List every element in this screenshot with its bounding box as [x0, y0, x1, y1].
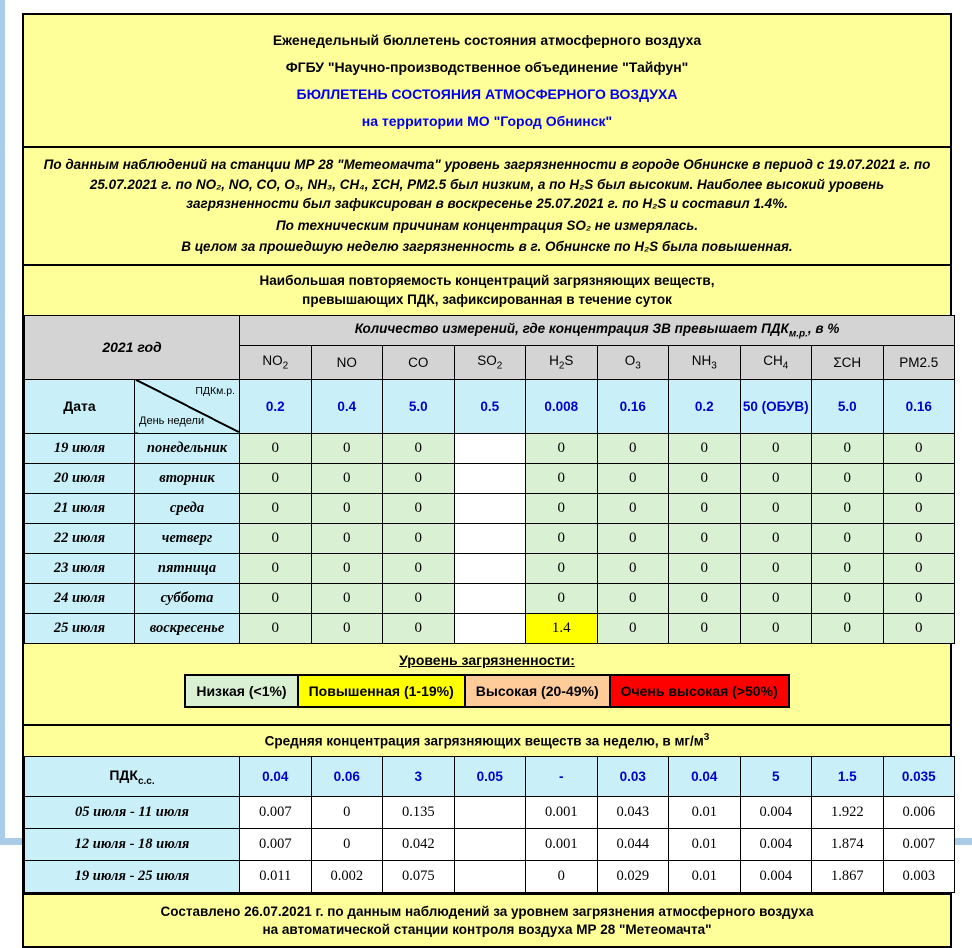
pdk-ss-value: 0.04 — [669, 757, 741, 797]
avg-value-cell: 0.01 — [669, 829, 741, 861]
measure-header-sub: м.р. — [788, 328, 808, 340]
value-cell: 0 — [669, 523, 741, 553]
summary-paragraph-3: В целом за прошедшую неделю загрязненность в г. Обнинске по H₂S была повышенная. — [181, 239, 793, 255]
value-cell: 0 — [883, 583, 955, 613]
pdk-ss-value: 0.03 — [597, 757, 669, 797]
formula-base: H — [549, 353, 559, 369]
value-cell: 0 — [383, 613, 455, 643]
value-cell: 0 — [812, 613, 884, 643]
avg-value-cell: 0.135 — [383, 797, 455, 829]
value-cell: 0 — [812, 493, 884, 523]
value-cell: 0 — [669, 463, 741, 493]
pollutant-header-sch — [812, 345, 884, 379]
table-row-wednesday — [25, 493, 955, 523]
avg-value-cell: 0.003 — [883, 861, 955, 893]
formula-sub: 3 — [711, 360, 717, 372]
table-row-sunday — [25, 613, 955, 643]
formula-sub: 2 — [282, 360, 289, 372]
avg-value-cell: 1.922 — [812, 797, 884, 829]
pdk-ss-sub: с.с. — [137, 775, 155, 787]
value-cell: 0 — [526, 433, 598, 463]
pdk-ss-value: 3 — [383, 757, 455, 797]
table-row-monday — [25, 433, 955, 463]
repeatability-title-line1: Наибольшая повторяемость концентраций загрязняющих веществ, — [259, 272, 715, 288]
value-cell-empty — [454, 583, 526, 613]
value-cell: 0 — [740, 583, 812, 613]
header-line-org: ФГБУ "Научно-производственное объединение "Тайфун" — [285, 59, 689, 75]
pollutant-header-nh3 — [669, 345, 741, 379]
value-cell: 0 — [883, 523, 955, 553]
value-cell: 0 — [526, 493, 598, 523]
value-cell: 0 — [383, 433, 455, 463]
table-header-row — [25, 315, 955, 345]
footer-section — [22, 893, 952, 948]
value-cell-empty — [454, 553, 526, 583]
summary-paragraph-1: По данным наблюдений на станции МР 28 "Метеомачта" уровень загрязненности в городе Обнинске в период с 19.07.2021 г. по 25.07.2021 г. по NO₂, NO, CO, O₃, NH₃, CH₄, ΣCH, PM2.5 был низким, а по H₂S был высоким. Наиболее высокий уровень загрязненности был зафиксирован в воскресенье 25.07.2021 г. по H₂S и составил 1.4%. — [43, 157, 931, 212]
formula-base: CH — [763, 353, 783, 369]
formula-base: CO — [408, 354, 429, 370]
value-cell: 0 — [240, 463, 312, 493]
value-cell: 0 — [526, 583, 598, 613]
average-concentration-title — [24, 726, 950, 756]
avg-value-cell: 0.075 — [383, 861, 455, 893]
avg-value-cell-empty — [454, 797, 526, 829]
pdk-mr-value: 50 (ОБУВ) — [740, 379, 812, 433]
date-cell: 24 июля — [25, 583, 135, 613]
average-concentration-table — [24, 756, 955, 893]
value-cell: 0 — [883, 433, 955, 463]
value-cell: 0 — [812, 523, 884, 553]
avg-value-cell: 0.007 — [883, 829, 955, 861]
measure-header-cell — [240, 315, 955, 345]
bulletin-document — [22, 13, 952, 948]
value-cell: 0 — [812, 463, 884, 493]
date-header-cell: Дата — [25, 379, 135, 433]
value-cell: 0 — [669, 613, 741, 643]
repeatability-table — [24, 315, 955, 644]
measure-header-suffix: , в % — [807, 321, 840, 337]
value-cell: 0 — [526, 523, 598, 553]
weekday-cell: вторник — [135, 463, 240, 493]
weekday-cell: суббота — [135, 583, 240, 613]
year-header-cell: 2021 год — [25, 315, 240, 379]
pdk-mr-value: 0.5 — [454, 379, 526, 433]
pollutant-header-so2 — [454, 345, 526, 379]
value-cell: 0 — [812, 433, 884, 463]
value-cell: 0 — [383, 463, 455, 493]
avg-value-cell: 0.004 — [740, 829, 812, 861]
avg-value-cell: 0.001 — [526, 829, 598, 861]
pdk-ss-value: 0.06 — [311, 757, 383, 797]
formula-base: NH — [691, 353, 712, 369]
repeatability-section — [22, 264, 952, 726]
value-cell-highlighted: 1.4 — [526, 613, 598, 643]
summary-section — [22, 146, 952, 266]
value-cell: 0 — [526, 553, 598, 583]
pollutant-header-no2 — [240, 345, 312, 379]
weekday-cell: четверг — [135, 523, 240, 553]
date-cell: 23 июля — [25, 553, 135, 583]
formula-sub: 4 — [782, 360, 789, 372]
pdk-mr-row — [25, 379, 955, 433]
formula-base: SO — [477, 353, 497, 369]
avg-value-cell: 0.029 — [597, 861, 669, 893]
value-cell: 0 — [311, 613, 383, 643]
pdk-ss-value: 0.05 — [454, 757, 526, 797]
value-cell: 0 — [597, 493, 669, 523]
formula-base: ΣCH — [833, 354, 862, 370]
average-concentration-section — [22, 724, 952, 895]
avg-value-cell: 0.011 — [240, 861, 312, 893]
value-cell: 0 — [883, 553, 955, 583]
repeatability-title-line2: превышающих ПДК, зафиксированная в течение суток — [302, 292, 672, 308]
formula-base: NO — [336, 354, 357, 370]
pollution-level-legend — [24, 644, 950, 724]
pdk-mr-value: 0.008 — [526, 379, 598, 433]
value-cell: 0 — [740, 553, 812, 583]
value-cell: 0 — [597, 463, 669, 493]
bulletin-territory: на территории МО "Город Обнинск" — [361, 113, 613, 129]
date-cell: 20 июля — [25, 463, 135, 493]
value-cell: 0 — [669, 433, 741, 463]
value-cell: 0 — [240, 613, 312, 643]
value-cell: 0 — [311, 583, 383, 613]
value-cell: 0 — [740, 433, 812, 463]
value-cell-empty — [454, 433, 526, 463]
value-cell-empty — [454, 613, 526, 643]
week-period-cell: 19 июля - 25 июля — [25, 861, 240, 893]
value-cell: 0 — [812, 583, 884, 613]
avg-value-cell: 0.001 — [526, 797, 598, 829]
legend-item-high: Высокая (20-49%) — [464, 674, 611, 708]
weekday-cell: пятница — [135, 553, 240, 583]
avg-value-cell: 0.043 — [597, 797, 669, 829]
formula-sub: 2 — [558, 360, 565, 372]
value-cell: 0 — [383, 553, 455, 583]
pdk-mr-value: 0.16 — [883, 379, 955, 433]
pdk-ss-value: 1.5 — [812, 757, 884, 797]
legend-item-low: Низкая (<1%) — [184, 674, 298, 708]
formula-base: PM2.5 — [899, 354, 939, 370]
avg-value-cell: 0 — [526, 861, 598, 893]
value-cell: 0 — [812, 553, 884, 583]
value-cell: 0 — [311, 493, 383, 523]
measure-header-prefix: Количество измерений, где концентрация ЗВ превышает ПДК — [354, 321, 789, 337]
avg-value-cell: 0.004 — [740, 797, 812, 829]
formula-post: S — [564, 353, 574, 369]
pollutant-header-no — [311, 345, 383, 379]
avg-value-cell: 0.006 — [883, 797, 955, 829]
weekday-cell: воскресенье — [135, 613, 240, 643]
date-cell: 19 июля — [25, 433, 135, 463]
legend-title: Уровень загрязненности: — [399, 651, 575, 668]
value-cell-empty — [454, 493, 526, 523]
week-period-cell: 05 июля - 11 июля — [25, 797, 240, 829]
bulletin-title: БЮЛЛЕТЕНЬ СОСТОЯНИЯ АТМОСФЕРНОГО ВОЗДУХА — [296, 86, 678, 102]
pdk-ss-row — [25, 757, 955, 797]
avg-value-cell: 1.867 — [812, 861, 884, 893]
week-period-cell: 12 июля - 18 июля — [25, 829, 240, 861]
diag-pdk-label: ПДКм.р. — [195, 384, 235, 397]
value-cell: 0 — [883, 613, 955, 643]
value-cell: 0 — [597, 433, 669, 463]
value-cell: 0 — [669, 583, 741, 613]
value-cell: 0 — [597, 583, 669, 613]
pdk-mr-value: 0.2 — [669, 379, 741, 433]
avg-value-cell: 0.042 — [383, 829, 455, 861]
value-cell: 0 — [597, 613, 669, 643]
formula-sub: 2 — [496, 360, 503, 372]
avg-value-cell: 0 — [311, 829, 383, 861]
formula-sub: 3 — [635, 360, 641, 372]
value-cell: 0 — [383, 493, 455, 523]
pdk-mr-value: 0.4 — [311, 379, 383, 433]
repeatability-title — [24, 266, 950, 315]
table-row-saturday — [25, 583, 955, 613]
value-cell: 0 — [883, 463, 955, 493]
weekday-cell: понедельник — [135, 433, 240, 463]
avg-value-cell: 0.01 — [669, 797, 741, 829]
date-cell: 25 июля — [25, 613, 135, 643]
value-cell: 0 — [383, 583, 455, 613]
formula-base: NO — [262, 353, 283, 369]
value-cell: 0 — [669, 553, 741, 583]
footer-line1: Составлено 26.07.2021 г. по данным наблюдений за уровнем загрязнения атмосферного воздуха — [160, 904, 814, 919]
weekday-cell: среда — [135, 493, 240, 523]
value-cell: 0 — [740, 613, 812, 643]
pdk-mr-value: 5.0 — [383, 379, 455, 433]
date-cell: 21 июля — [25, 493, 135, 523]
pollutant-header-co — [383, 345, 455, 379]
avg-value-cell: 1.874 — [812, 829, 884, 861]
value-cell: 0 — [740, 463, 812, 493]
page-edge-left — [0, 0, 5, 845]
value-cell: 0 — [240, 433, 312, 463]
legend-row — [24, 674, 950, 708]
legend-item-elevated: Повышенная (1-19%) — [297, 674, 466, 708]
value-cell-empty — [454, 463, 526, 493]
pdk-ss-value: 5 — [740, 757, 812, 797]
table-row-thursday — [25, 523, 955, 553]
pdk-mr-value: 0.16 — [597, 379, 669, 433]
date-cell: 22 июля — [25, 523, 135, 553]
pollutant-header-ch4 — [740, 345, 812, 379]
pollutant-header-h2s — [526, 345, 598, 379]
value-cell: 0 — [597, 553, 669, 583]
value-cell: 0 — [240, 583, 312, 613]
avg-value-cell: 0.007 — [240, 829, 312, 861]
summary-paragraph-2: По техническим причинам концентрация SO₂ не измерялась. — [275, 217, 699, 233]
table-row-friday — [25, 553, 955, 583]
value-cell: 0 — [311, 553, 383, 583]
avg-value-cell: 0 — [311, 797, 383, 829]
pdk-ss-base: ПДК — [109, 766, 138, 783]
value-cell-empty — [454, 523, 526, 553]
legend-item-very-high: Очень высокая (>50%) — [609, 674, 790, 708]
pdk-mr-value: 0.2 — [240, 379, 312, 433]
avg-title-sup: 3 — [703, 731, 710, 743]
value-cell: 0 — [740, 493, 812, 523]
avg-title-text: Средняя концентрация загрязняющих веществ за неделю, в мг/м — [264, 733, 704, 749]
week-row-1 — [25, 797, 955, 829]
avg-value-cell: 0.044 — [597, 829, 669, 861]
value-cell: 0 — [311, 433, 383, 463]
pdk-mr-value: 5.0 — [812, 379, 884, 433]
header-section — [22, 13, 952, 148]
value-cell: 0 — [740, 523, 812, 553]
avg-value-cell: 0.007 — [240, 797, 312, 829]
value-cell: 0 — [240, 523, 312, 553]
avg-value-cell: 0.01 — [669, 861, 741, 893]
formula-base: O — [624, 353, 636, 369]
avg-value-cell: 0.002 — [311, 861, 383, 893]
value-cell: 0 — [883, 493, 955, 523]
value-cell: 0 — [311, 463, 383, 493]
avg-value-cell: 0.004 — [740, 861, 812, 893]
footer-line2: на автоматической станции контроля воздуха МР 28 "Метеомачта" — [262, 922, 712, 937]
pdk-ss-label-cell — [25, 757, 240, 797]
header-line-weekly: Еженедельный бюллетень состояния атмосферного воздуха — [272, 32, 702, 48]
value-cell: 0 — [383, 523, 455, 553]
value-cell: 0 — [669, 493, 741, 523]
value-cell: 0 — [311, 523, 383, 553]
value-cell: 0 — [240, 553, 312, 583]
pdk-ss-value: 0.035 — [883, 757, 955, 797]
value-cell: 0 — [526, 463, 598, 493]
pollutant-header-o3 — [597, 345, 669, 379]
week-row-3 — [25, 861, 955, 893]
pdk-ss-value: - — [526, 757, 598, 797]
avg-value-cell-empty — [454, 861, 526, 893]
value-cell: 0 — [597, 523, 669, 553]
value-cell: 0 — [240, 493, 312, 523]
pollutant-header-pm25 — [883, 345, 955, 379]
pdk-ss-value: 0.04 — [240, 757, 312, 797]
diagonal-header-cell — [135, 379, 240, 433]
table-row-tuesday — [25, 463, 955, 493]
diag-weekday-label: День недели — [139, 414, 205, 427]
